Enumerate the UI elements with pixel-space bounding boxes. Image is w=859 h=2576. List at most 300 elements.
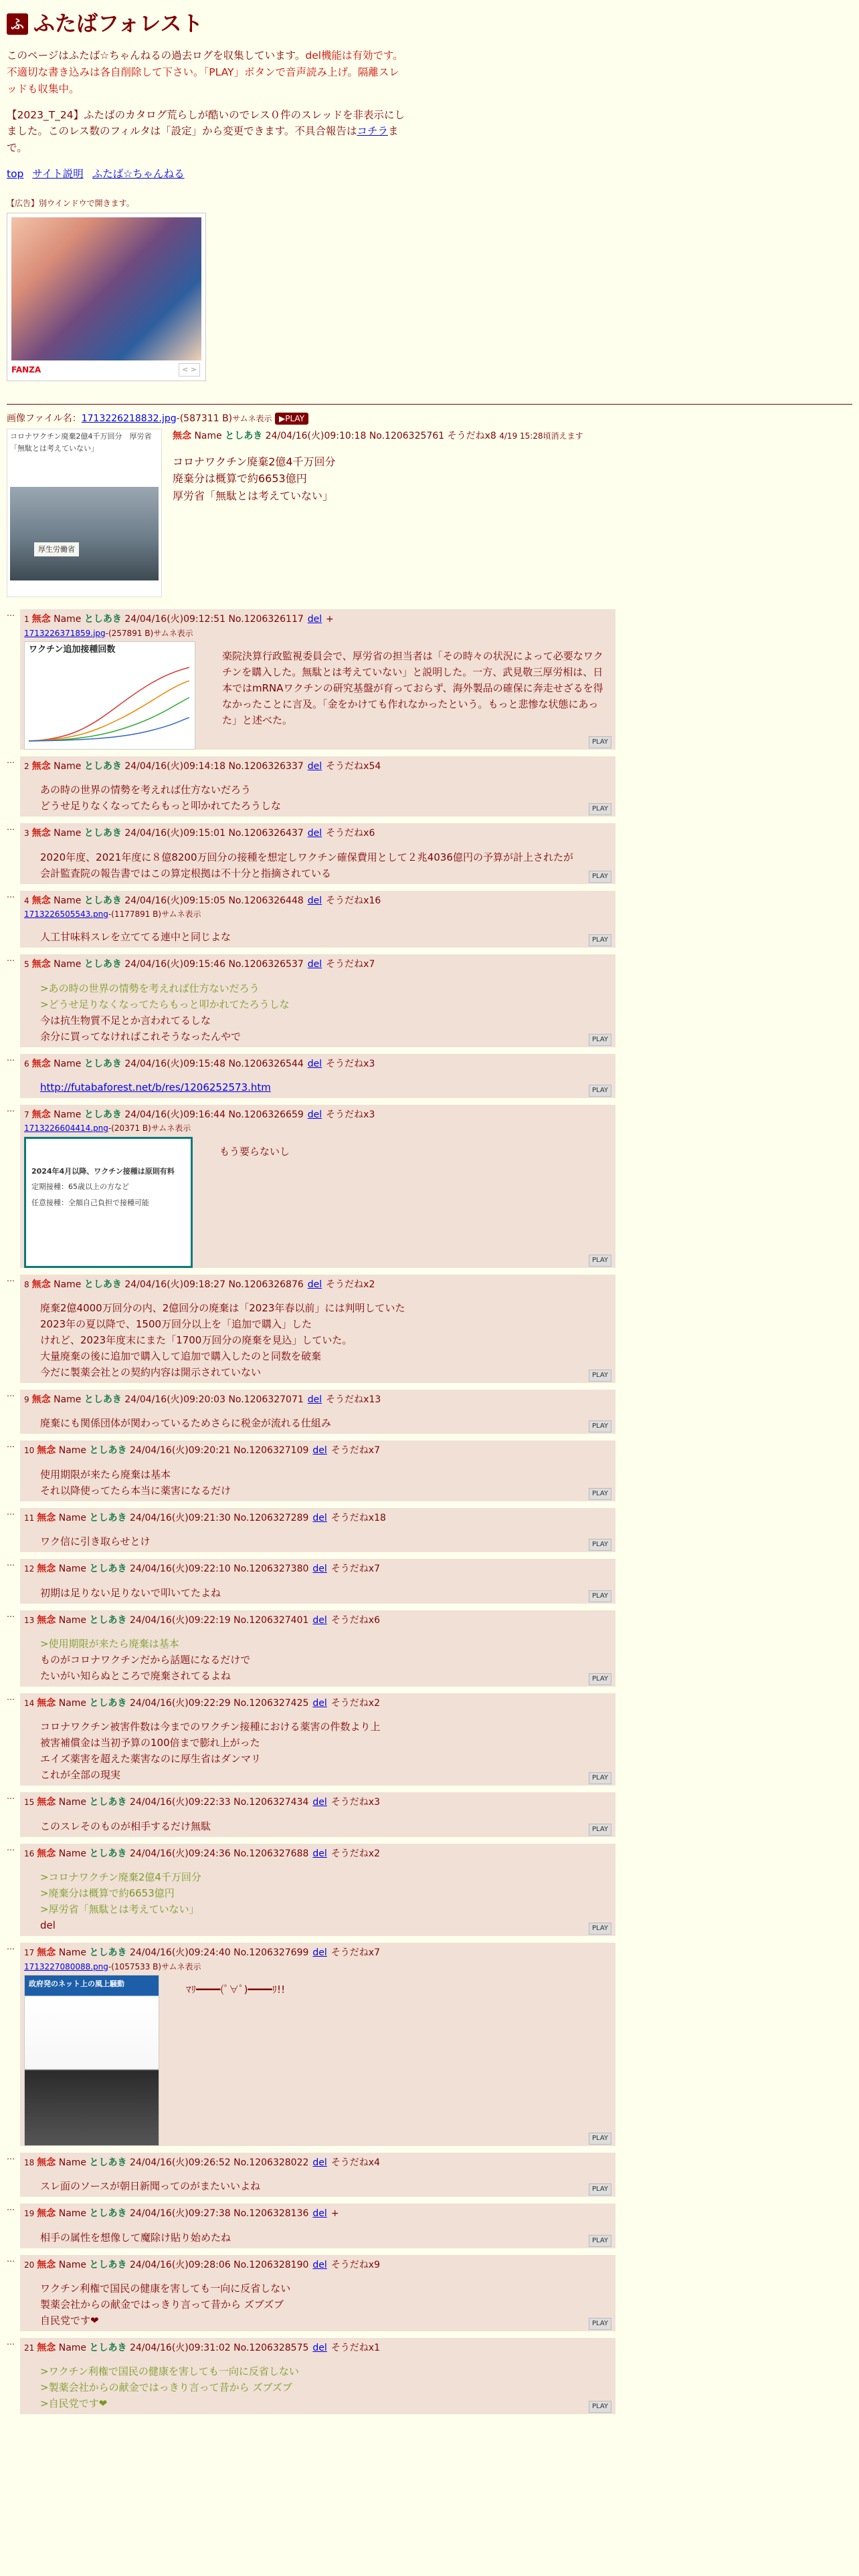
post-subject: 無念 [37,2259,56,2270]
reply-marker: … [7,609,15,619]
reply-text [40,1533,151,1549]
intro-text: このページはふたば☆ちゃんねるの過去ログを収集しています。 [7,49,306,62]
del-link[interactable]: del [312,2259,327,2270]
text-line: 2023年の夏以降で、1500万回分以上を「追加で購入」した [40,1318,312,1331]
reply [7,1844,852,1936]
name-label: Name [58,1512,87,1523]
reply-file-link[interactable]: 1713226371859.jpg [24,628,106,638]
expire-note: 4/19 15:28頃消えます [499,431,583,441]
text-line: どうせ足りなくなってたらもっと叩かれてたろうしな [40,800,282,813]
reply-text [40,782,281,814]
quote-line: >あの時の世界の情勢を考えれば仕方ないだろう [40,982,260,994]
reply-text [40,2280,290,2329]
reply-content [24,1408,613,1434]
post-number: No.1206327401 [233,1614,309,1626]
post-number: No.1206326117 [228,614,304,625]
del-link[interactable]: del [312,1848,327,1859]
post-subject: 無念 [31,614,51,625]
reply-file-line [24,1122,613,1135]
reply-body [20,954,615,1047]
post-subject: 無念 [31,1058,51,1069]
reply-body [20,1508,615,1552]
reply-index: 10 [24,1446,35,1456]
post-date: 24/04/16(火)09:22:10 [129,1564,231,1575]
post-number: No.1206326544 [228,1058,304,1069]
site-intro [7,47,852,156]
op-thumbnail[interactable] [7,429,162,597]
sodane-button[interactable]: そうだねx2 [330,1848,381,1859]
play-button[interactable]: PLAY [589,1255,611,1267]
play-button[interactable]: PLAY [589,2318,611,2330]
reply-body [20,1792,615,1836]
thumb-note: サムネ表示 [151,1123,191,1134]
post-number: No.1206327109 [233,1445,309,1457]
post-date: 24/04/16(火)09:22:19 [129,1614,231,1626]
name-label: Name [54,959,82,970]
play-button[interactable]: PLAY [589,1923,611,1935]
post-subject: 無念 [31,1109,51,1121]
reply-file-line [24,908,613,921]
del-link[interactable]: del [307,1058,322,1069]
reply-meta [24,1613,613,1628]
del-link[interactable]: del [312,1445,327,1457]
reply-index: 20 [24,2260,35,2270]
futaba-link[interactable]: ふたば☆ちゃんねる [92,167,185,180]
del-link[interactable]: del [312,1564,327,1575]
quote-line: >使用期限が来たら廃棄は基本 [40,1637,179,1650]
reply-body [20,1844,615,1936]
file-size: -(20371 B) [108,1123,151,1134]
thumb-note: サムネ表示 [153,628,193,638]
post-subject: 無念 [37,1564,56,1575]
ad-logo: FANZA [11,364,41,374]
del-link[interactable]: del [307,1394,322,1406]
text-line: del [40,1919,56,1932]
op-line: コロナワクチン廃棄2億4千万回分 [173,455,336,468]
reply-meta [24,1795,613,1810]
reply-body [20,1105,615,1268]
text-line: 今は抗生物質不足とか言われてるしな [40,1014,211,1027]
poster-name: としあき [89,1445,127,1457]
reply-text [40,1869,201,1933]
name-label: Name [54,828,82,839]
sodane-button[interactable]: そうだねx7 [330,1947,381,1959]
reply-content [24,1073,613,1098]
post-subject: 無念 [37,1848,56,1859]
op-meta [173,429,583,443]
file-size: -(1057533 B) [108,1961,162,1971]
play-button[interactable]: PLAY [589,803,611,815]
quote-line: >製薬会社からの献金ではっきり言って昔から ズブズブ [40,2381,292,2394]
reply-text [40,1636,250,1684]
reply-meta [24,1846,613,1861]
sodane-button[interactable]: そうだねx1 [330,2342,381,2353]
thumb-note: サムネ表示 [161,909,201,920]
quote-line: >廃棄分は概算で約6653億円 [40,1887,175,1900]
sodane-button[interactable]: そうだねx3 [326,1109,375,1121]
reply-body [20,2338,615,2414]
reply-index: 2 [24,761,29,771]
reply-index: 3 [24,829,29,839]
reply-body [20,891,615,948]
reply-marker: … [7,2254,15,2264]
reply-content [24,641,613,750]
reply-body [20,1440,615,1501]
reply [7,1508,852,1552]
op-content [173,429,583,597]
reply-index: 6 [24,1059,29,1069]
reply [7,2255,852,2331]
sodane-button[interactable]: そうだねx7 [326,959,375,970]
sodane-button[interactable]: そうだねx3 [326,1058,375,1069]
text-line: 相手の属性を想像して魔除け貼り始めたね [40,2231,231,2244]
post-date: 24/04/16(火)09:31:02 [129,2342,231,2353]
sodane-button[interactable]: そうだねx16 [326,895,381,906]
post-subject: 無念 [37,1445,56,1457]
play-button[interactable]: PLAY [589,2235,611,2247]
post-date: 24/04/16(火)09:22:33 [129,1797,231,1808]
card-row: 任意接種：全額自己負担で接種可能 [31,1198,149,1207]
thumb-caption: コロナワクチン廃棄2億4千万回分 厚労省「無駄とは考えていない」 [10,432,152,453]
reply-text [219,1144,290,1265]
text-line: 廃棄にも関係団体が関わっているためさらに税金が流れる仕組み [40,1417,331,1430]
del-link[interactable]: del [307,760,322,772]
reply-file-line [24,1961,613,1973]
poster-name: としあき [89,2208,127,2220]
name-label: Name [58,1848,87,1859]
del-link[interactable]: del [312,2157,327,2168]
op-file-link[interactable]: 1713226218832.jpg [81,413,177,424]
post-number: No.1206325761 [369,431,445,442]
name-label: Name [58,2208,87,2220]
del-link[interactable]: del [312,1797,327,1808]
reply-body [20,2255,615,2331]
intro-text: 【2023_T_24】ふたばのカタログ荒らしが酷いのでレス０件のスレッドを非表示にしました。このレス数のフィルタは「設定」から変更できます。不具合報告は [7,108,405,138]
site-header [7,7,852,41]
reply-meta [24,2341,613,2355]
del-link[interactable]: del [312,1512,327,1523]
reply-index: 1 [24,615,29,625]
reply-index: 19 [24,2209,35,2219]
reply-content [24,1460,613,1501]
name-label: Name [58,2259,87,2270]
reply-meta [24,759,613,774]
reply [7,823,852,883]
poster-name: としあき [84,1394,122,1406]
building-photo [10,487,159,580]
text-line: ワク信に引き取らせとけ [40,1535,151,1548]
reply-text [40,2178,260,2194]
sodane-button[interactable]: そうだねx8 [447,431,496,442]
play-button[interactable]: PLAY [589,1539,611,1551]
play-button[interactable]: PLAY [589,1488,611,1500]
reply-content [24,1712,613,1786]
reply-index: 11 [24,1513,35,1523]
reply-index: 8 [24,1279,29,1289]
reply-file-link[interactable]: 1713227080088.png [24,1961,108,1971]
del-link[interactable]: del [307,614,322,625]
reply-meta [24,612,613,627]
thumb-chart-lines [29,661,189,745]
text-line: このスレそのものが相手するだけ無駄 [40,1820,211,1832]
del-link[interactable]: del [307,895,322,906]
reply-index: 17 [24,1948,35,1958]
post-number: No.1206327071 [228,1394,304,1406]
text-line: スレ面のソースが朝日新聞ってのがまたいいよね [40,2180,260,2193]
reply-thumbnail[interactable] [24,641,195,750]
reply-content [24,1862,613,1936]
quote-line: >どうせ足りなくなってたらもっと叩かれてたろうしな [40,998,290,1010]
reply-meta [24,2155,613,2170]
poster-name: としあき [84,959,122,970]
reply-text [40,1585,221,1601]
reply-index: 12 [24,1564,35,1574]
text-line: けれど、2023年度末にまた「1700万回分の廃棄を見込」していた。 [40,1334,353,1347]
text-line: 2020年度、2021年度に８億8200万回分の接種を想定しワクチン確保費用として２兆4036億円の予算が計上されたが [40,851,573,863]
ad-label: 【広告】別ウインドウで開きます。 [7,198,134,208]
sodane-button[interactable]: + [326,614,334,625]
text-line: 楽院決算行政監視委員会で、厚労省の担当者は「その時々の状況によって必要なワクチンを購入した。無駄とは考えていない」と説明した。一方、武見敬三厚労相は、日本ではmRNAワクチンの研究基盤が育っておらず、海外製品の確保に奔走せざるを得なかったことに言及。「金をかけても作れなかったという。もっと悲惨な状態にあった」と述べた。 [222,649,603,726]
del-link[interactable]: del [312,1947,327,1959]
post-number: No.1206327380 [233,1564,309,1575]
post-date: 24/04/16(火)09:12:51 [124,614,225,625]
reply-body [20,1610,615,1687]
file-size: -(1177891 B) [108,909,162,920]
post-subject: 無念 [37,2208,56,2220]
reply-marker: … [7,1842,15,1852]
post-number: No.1206328190 [233,2259,309,2270]
play-button[interactable]: PLAY [589,871,611,883]
play-button[interactable]: PLAY [589,1420,611,1432]
reply-marker: … [7,1692,15,1702]
del-link[interactable]: del [307,1279,322,1290]
poster-name: としあき [89,2259,127,2270]
play-button[interactable]: PLAY [589,2183,611,2195]
post-number: No.1206326537 [228,959,304,970]
post-date: 24/04/16(火)09:15:46 [124,959,225,970]
reply [7,1693,852,1786]
reply-index: 9 [24,1395,29,1405]
play-button[interactable]: PLAY [589,1034,611,1046]
sodane-button[interactable]: そうだねx54 [326,760,381,772]
post-number: No.1206327425 [233,1697,309,1709]
post-date: 24/04/16(火)09:24:36 [129,1848,231,1859]
intro-notice: del機能は有効です。不適切な書き込みは各自削除して下さい。「PLAY」ボタンで音声読み上げ。隔離スレッドも収集中。 [7,49,403,95]
text-line: ﾏﾘ━━━━(ﾟ∀ﾟ)━━━━ﾘ!! [186,1983,286,1996]
poster-name: としあき [89,2342,127,2353]
sodane-button[interactable]: そうだねx2 [330,1697,381,1709]
reply-content [24,1293,613,1383]
reply-content [24,843,613,884]
site-title: ふたばフォレスト [33,11,203,36]
play-button[interactable]: PLAY [589,2401,611,2413]
reply-index: 16 [24,1848,35,1858]
post-number: No.1206327434 [233,1797,309,1808]
name-label: Name [58,2157,87,2168]
divider [7,404,852,405]
post-date: 24/04/16(火)09:20:03 [124,1394,225,1406]
play-button[interactable]: PLAY [589,1590,611,1602]
reply-meta [24,826,613,841]
name-label: Name [58,2342,87,2353]
sodane-button[interactable]: そうだねx13 [326,1394,381,1406]
reply-content [24,2357,613,2414]
reply-content [24,1527,613,1552]
poster-name: としあき [84,614,122,625]
reply-meta [24,1107,613,1122]
del-link[interactable]: del [312,1614,327,1626]
post-date: 24/04/16(火)09:26:52 [129,2157,231,2168]
post-subject: 無念 [37,1947,56,1959]
photo-head: 政府発のネット上の風上騒動 [29,1979,124,1988]
post-subject: 無念 [37,1797,56,1808]
reply-marker: … [7,1440,15,1450]
reply-content [24,1137,613,1268]
ad-nav-arrows[interactable]: < > [179,363,200,377]
del-link[interactable]: del [312,1697,327,1709]
ad-banner[interactable] [7,213,206,381]
name-label: Name [58,1564,87,1575]
reply-meta [24,1696,613,1711]
intro-paragraph-1 [7,47,408,97]
post-date: 24/04/16(火)09:28:06 [129,2259,231,2270]
thumb-note: サムネ表示 [161,1961,201,1971]
post-subject: 無念 [37,2157,56,2168]
reply-meta [24,1511,613,1525]
reply-meta [24,2258,613,2272]
sodane-button[interactable]: そうだねx6 [326,828,375,839]
del-link[interactable]: del [307,959,322,970]
reply-meta [24,1443,613,1458]
play-button[interactable]: PLAY [589,1370,611,1382]
site-about-link[interactable]: サイト説明 [32,167,84,180]
post-date: 24/04/16(火)09:18:27 [124,1279,225,1290]
text-line: 人工甘味料スレを立ててる連中と同じよな [40,931,231,944]
play-button[interactable]: PLAY [589,2133,611,2145]
reply [7,1390,852,1434]
play-button[interactable]: PLAY [589,934,611,946]
post-number: No.1206326659 [228,1109,304,1121]
name-label: Name [194,431,222,442]
post-date: 24/04/16(火)09:16:44 [124,1109,225,1121]
sodane-button[interactable]: そうだねx9 [330,2259,381,2270]
play-button[interactable]: PLAY [589,1673,611,1685]
poster-name: としあき [84,760,122,772]
reply-file-link[interactable]: 1713226604414.png [24,1123,108,1134]
reply-marker: … [7,1792,15,1802]
reply-meta [24,1392,613,1407]
post-subject: 無念 [173,431,191,442]
reply-body [20,756,615,817]
sodane-button[interactable]: そうだねx3 [330,1797,381,1808]
post-link[interactable]: http://futabaforest.net/b/res/1206252573.htm [40,1081,271,1094]
post-number: No.1206326876 [228,1279,304,1290]
name-label: Name [54,1109,82,1121]
reply-index: 21 [24,2343,35,2353]
reply-content [24,1629,613,1687]
del-link[interactable]: del [312,2208,327,2220]
name-label: Name [54,1279,82,1290]
thumb-title: ワクチン追加接種回数 [29,644,116,655]
reply-meta [24,1057,613,1071]
file-label: 画像ファイル名： [7,413,82,424]
reply-file-link[interactable]: 1713226505543.png [24,909,108,920]
reply-marker: … [7,1053,15,1063]
reply-content [24,1975,613,2146]
play-button[interactable]: PLAY [589,1824,611,1836]
name-label: Name [58,1614,87,1626]
bug-report-link[interactable]: コチラ [357,125,388,138]
reply-marker: … [7,755,15,765]
sodane-button[interactable]: + [330,2208,339,2220]
reply-marker: … [7,2203,15,2213]
reply-content [24,2223,613,2248]
reply-text [40,1300,405,1380]
op-line: 厚労省「無駄とは考えていない」 [173,489,334,502]
post-subject: 無念 [31,895,51,906]
poster-name: としあき [84,1279,122,1290]
post-subject: 無念 [31,1394,51,1406]
text-line: 余分に買ってなければこれそうなったんやで [40,1030,242,1043]
thumb-note: サムネ表示 [232,413,272,423]
reply-meta [24,893,613,908]
poster-name: としあき [89,1697,127,1709]
op-post [7,429,852,597]
sodane-button[interactable]: そうだねx7 [330,1564,381,1575]
sodane-button[interactable]: そうだねx6 [330,1614,381,1626]
reply-index: 14 [24,1698,35,1708]
del-link[interactable]: del [307,1109,322,1121]
reply-text [40,1079,271,1095]
text-line: エイズ薬害を超えた薬害なのに厚生省はダンマリ [40,1753,262,1765]
name-label: Name [58,1697,87,1709]
play-button[interactable]: PLAY [589,1085,611,1097]
sodane-button[interactable]: そうだねx7 [330,1445,381,1457]
play-button[interactable]: PLAY [589,1772,611,1784]
poster-name: としあき [84,895,122,906]
op-line: 廃棄分は概算で約6653億円 [173,472,307,486]
play-button[interactable]: PLAY [589,736,611,748]
reply-body [20,1693,615,1786]
del-link[interactable]: del [312,2342,327,2353]
intro-paragraph-2 [7,107,408,156]
sodane-button[interactable]: そうだねx18 [330,1512,386,1523]
reply-text [40,2363,299,2411]
sodane-button[interactable]: そうだねx4 [330,2157,381,2168]
reply-marker: … [7,1507,15,1517]
op-play-button[interactable]: ▶PLAY [275,413,308,425]
text-line: 会計監査院の報告書ではこの算定根拠は不十分と指摘されている [40,867,332,879]
text-line: コロナワクチン被害件数は今までのワクチン接種における薬害の件数より上 [40,1721,381,1733]
post-subject: 無念 [31,959,51,970]
sodane-button[interactable]: そうだねx2 [326,1279,375,1290]
ad-image[interactable] [11,217,201,360]
reply-index: 13 [24,1615,35,1625]
reply-thumbnail[interactable] [24,1975,159,2146]
post-subject: 無念 [37,2342,56,2353]
post-date: 24/04/16(火)09:15:01 [124,828,225,839]
reply-thumbnail[interactable] [24,1137,193,1268]
post-number: No.1206328136 [233,2208,309,2220]
reply [7,1559,852,1603]
quote-line: >ワクチン利権で国民の健康を害しても一向に反省しない [40,2365,299,2378]
del-link[interactable]: del [307,828,322,839]
card-row: 定期接種：65歳以上の方など [31,1182,129,1192]
text-line: 大量廃棄の後に追加で購入して追加で購入したのと同数を破棄 [40,1350,322,1363]
post-subject: 無念 [31,828,51,839]
top-link[interactable]: top [7,167,24,180]
post-date: 24/04/16(火)09:21:30 [129,1512,231,1523]
